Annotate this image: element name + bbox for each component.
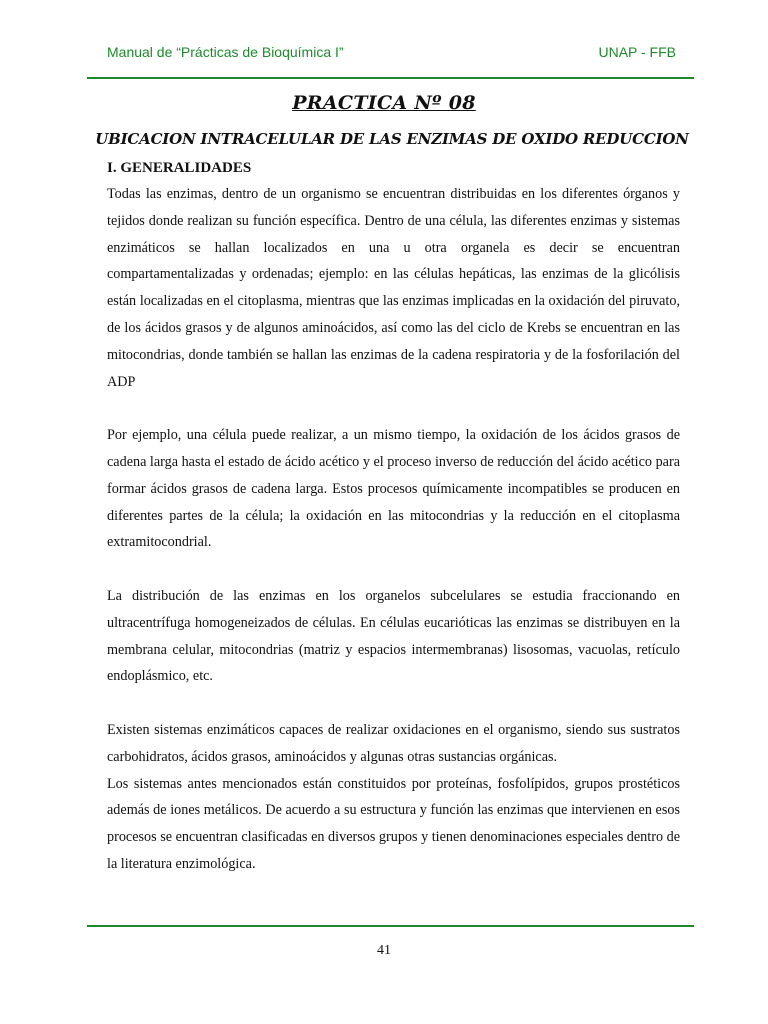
practice-title: PRACTICA Nº 08 (292, 92, 476, 114)
page-header (107, 44, 676, 60)
paragraph-3: La distribución de las enzimas en los organelos subcelulares se estudia fraccionando en ultracentrífuga homogeneizados de células. En células eucarióticas las enzimas se distribuyen en la membrana celular, mitocondrias (matriz y espacios intermembranas) lisosomas, vacuolas, retículo endoplásmico, etc. (107, 587, 680, 685)
body-text (107, 181, 680, 878)
header-institution: UNAP - FFB (598, 44, 676, 60)
header-divider (87, 77, 694, 79)
practice-subtitle: UBICACION INTRACELULAR DE LAS ENZIMAS DE OXIDO REDUCCION (95, 130, 689, 148)
paragraph-2: Por ejemplo, una célula puede realizar, a un mismo tiempo, la oxidación de los ácidos grasos de cadena larga hasta el estado de ácido acético y el proceso inverso de reducción del ácido acético para formar ácidos grasos de cadena larga. Estos procesos químicamente incompatibles se producen en diferentes partes de la célula; la oxidación en las mitocondrias y la reducción en el citoplasma extramitocondrial. (107, 427, 680, 551)
footer-divider (87, 925, 694, 927)
paragraph-5: Los sistemas antes mencionados están constituidos por proteínas, fosfolípidos, grupos prostéticos además de iones metálicos. De acuerdo a su estructura y función las enzimas que intervienen en esos procesos se encuentran clasificadas en diversos grupos y tienen denominaciones especiales dentro de la literatura enzimológica. (107, 775, 680, 872)
section-heading: I. GENERALIDADES (107, 160, 252, 176)
paragraph-4: Existen sistemas enzimáticos capaces de realizar oxidaciones en el organismo, siendo sus sustratos carbohidratos, ácidos grasos, aminoácidos y algunas otras sustancias orgánicas. (107, 721, 680, 765)
header-manual-title: Manual de “Prácticas de Bioquímica I” (107, 44, 344, 60)
paragraph-1: Todas las enzimas, dentro de un organismo se encuentran distribuidas en los diferentes órganos y tejidos donde realizan su función específica. Dentro de una célula, las diferentes enzimas y sistemas enzimáticos se hallan localizados en una u otra organela es decir se encuentran compartamentalizadas y ordenadas; ejemplo: en las células hepáticas, las enzimas de la glicólisis están localizadas en el citoplasma, mientras que las enzimas implicadas en la oxidación del piruvato, de los ácidos grasos y de algunos aminoácidos, así como las del ciclo de Krebs se encuentran en las mitocondrias, donde también se hallan las enzimas de la cadena respiratoria y de la fosforilación del ADP (107, 186, 680, 390)
page-number: 41 (377, 943, 391, 958)
